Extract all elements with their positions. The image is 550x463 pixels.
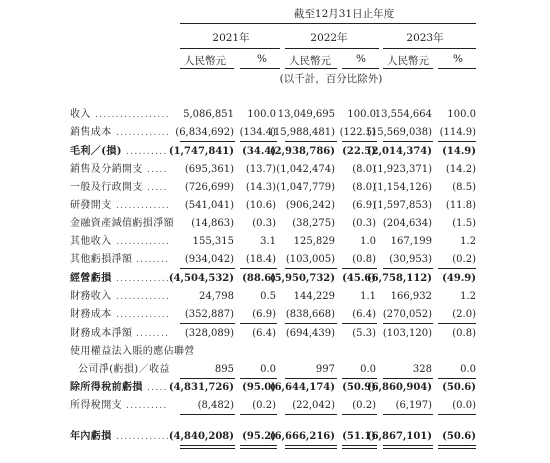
row-value: (2.0) [452, 309, 476, 320]
row-value: (6,867,101) [366, 431, 432, 442]
row-value: (5,950,732) [269, 273, 335, 284]
col-amount-2022: 人民幣元 [289, 55, 331, 67]
underline [383, 323, 433, 324]
row-value: 166,932 [390, 291, 432, 302]
row-value: (1,042,474) [276, 164, 335, 175]
row-value: (4,840,208) [168, 431, 234, 442]
double-underline [342, 445, 377, 449]
row-value: (18.4) [245, 254, 276, 265]
row-value: (95.2) [242, 431, 276, 442]
row-value: (726,699) [184, 182, 234, 193]
table-row [0, 325, 550, 343]
row-value: (0.2) [452, 254, 476, 265]
underline [180, 414, 235, 415]
row-value: (541,041) [184, 200, 234, 211]
row-value: 895 [214, 364, 234, 375]
row-value: (6,197) [395, 400, 432, 411]
table-row [0, 428, 550, 446]
row-value: 328 [412, 364, 432, 375]
row-value: (6,644,174) [269, 382, 335, 393]
leader-dots: ..... [147, 183, 168, 193]
row-label: 銷售成本 [70, 127, 112, 138]
row-value: (4,504,532) [168, 273, 234, 284]
row-value: (134.4) [239, 127, 276, 138]
table-row [0, 361, 550, 379]
leader-dots: .......... [126, 401, 168, 411]
row-value: 0.5 [260, 291, 276, 302]
col-pct-2022: % [356, 53, 366, 65]
year-rule-2023 [383, 48, 476, 49]
row-value: 5,086,851 [183, 109, 234, 120]
row-value: 144,229 [293, 291, 335, 302]
double-underline [240, 445, 277, 449]
underline [383, 141, 433, 142]
underline [342, 323, 377, 324]
row-value: (88.6) [242, 273, 276, 284]
row-value: (30,953) [389, 254, 432, 265]
underline [383, 414, 433, 415]
underline [240, 268, 277, 269]
leader-dots: ........ [136, 255, 170, 265]
row-value: (13.7) [245, 164, 276, 175]
row-label: 年內虧損 [70, 431, 112, 442]
year-rule-2022 [285, 48, 379, 49]
underline [240, 141, 277, 142]
table-row [0, 233, 550, 251]
row-label: 其他虧損淨額 [70, 254, 133, 265]
leader-dots: ............. [116, 310, 171, 320]
row-value: (352,887) [184, 309, 234, 320]
row-value: 1.2 [460, 291, 476, 302]
row-value: (38,275) [292, 218, 335, 229]
year-2022: 2022年 [310, 32, 348, 44]
row-value: (45.6) [342, 273, 376, 284]
row-value: (10.6) [245, 200, 276, 211]
row-value: 155,315 [192, 236, 234, 247]
table-row [0, 215, 550, 233]
row-value: (4,831,726) [168, 382, 234, 393]
row-value: (1,747,841) [168, 146, 234, 157]
row-label: 毛利／(損) [70, 146, 122, 157]
row-value: (0.2) [252, 400, 276, 411]
year-2023: 2023年 [406, 32, 444, 44]
year-2021: 2021年 [212, 32, 250, 44]
row-value: (15,569,038) [366, 127, 432, 138]
table-row [0, 306, 550, 324]
row-value: (0.2) [352, 400, 376, 411]
row-value: (270,052) [382, 309, 432, 320]
leader-dots: ..... [147, 165, 168, 175]
underline [438, 323, 476, 324]
row-value: 167,199 [390, 236, 432, 247]
row-value: (6,834,692) [175, 127, 234, 138]
row-value: 1.0 [360, 236, 376, 247]
table-row [0, 270, 550, 288]
leader-dots: .................. [95, 110, 170, 120]
leader-dots: ............. [116, 274, 171, 284]
row-value: 100.0 [247, 109, 276, 120]
row-value: (103,005) [285, 254, 335, 265]
table-row [0, 288, 550, 306]
row-label: 一般及行政開支 [70, 182, 143, 193]
row-label: 除所得稅前虧損 [70, 382, 143, 393]
row-value: 1.2 [460, 236, 476, 247]
double-underline [438, 445, 476, 449]
leader-dots: ............. [116, 292, 171, 302]
col-pct-2021: % [257, 53, 267, 65]
row-value: 13,049,695 [277, 109, 335, 120]
row-value: (2,938,786) [269, 146, 335, 157]
row-value: (8.0) [352, 182, 376, 193]
table-row [0, 161, 550, 179]
table-row [0, 343, 550, 361]
double-underline [285, 445, 337, 449]
row-value: 1.1 [360, 291, 376, 302]
double-underline [180, 445, 235, 449]
row-label: 公司淨(虧損)／收益 [78, 364, 170, 375]
row-value: (122.5) [339, 127, 376, 138]
underline [180, 141, 235, 142]
unit-note: (以千計，百分比除外) [279, 73, 383, 85]
table-row [0, 124, 550, 142]
row-label: 其他收入 [70, 236, 112, 247]
row-value: (0.3) [252, 218, 276, 229]
underline [240, 323, 277, 324]
row-value: (50.6) [442, 382, 476, 393]
row-value: (14.2) [445, 164, 476, 175]
row-value: (1,154,126) [373, 182, 432, 193]
underline [342, 141, 377, 142]
row-label: 銷售及分銷開支 [70, 164, 143, 175]
row-value: (0.8) [452, 328, 476, 339]
table-row [0, 251, 550, 269]
row-label: 經營虧損 [70, 273, 112, 284]
row-value: (6.9) [252, 309, 276, 320]
row-value: (0.8) [352, 254, 376, 265]
row-value: (22,042) [292, 400, 335, 411]
col-rule-4 [342, 68, 379, 69]
row-label: 金融資產減值虧損淨額 [70, 218, 174, 229]
row-value: (50.6) [442, 431, 476, 442]
row-value: (95.0) [242, 382, 276, 393]
row-value: 24,798 [199, 291, 234, 302]
row-value: (838,668) [285, 309, 335, 320]
col-pct-2023: % [453, 53, 463, 65]
row-value: (6,860,904) [366, 382, 432, 393]
row-value: (14.9) [442, 146, 476, 157]
leader-dots: ..... [147, 383, 168, 393]
row-value: 0.0 [260, 364, 276, 375]
row-value: 13,554,664 [374, 109, 432, 120]
row-value: (204,634) [382, 218, 432, 229]
row-value: (8,482) [197, 400, 234, 411]
row-value: (8.0) [352, 164, 376, 175]
row-label: 使用權益法入賬的應佔聯營 [70, 346, 195, 357]
row-value: (103,120) [382, 328, 432, 339]
underline [438, 414, 476, 415]
row-value: (114.9) [439, 127, 476, 138]
row-label: 所得稅開支 [70, 400, 122, 411]
col-rule-6 [438, 68, 476, 69]
leader-dots: ............. [116, 201, 171, 211]
table-row [0, 179, 550, 197]
underline [438, 141, 476, 142]
row-value: (6,666,216) [269, 431, 335, 442]
row-value: (328,089) [184, 328, 234, 339]
row-value: (1,597,853) [373, 200, 432, 211]
row-value: (906,242) [285, 200, 335, 211]
row-value: (51.1) [342, 431, 376, 442]
row-value: (14.3) [245, 182, 276, 193]
row-label: 研發開支 [70, 200, 112, 211]
row-label: 財務成本淨額 [70, 328, 133, 339]
leader-dots: ............. [116, 128, 171, 138]
col-rule-1 [180, 68, 234, 69]
row-value: (1,047,779) [276, 182, 335, 193]
row-value: (694,439) [285, 328, 335, 339]
underline [180, 323, 235, 324]
row-value: (6,758,112) [366, 273, 432, 284]
table-row [0, 397, 550, 415]
col-amount-2023: 人民幣元 [387, 55, 429, 67]
underline [342, 268, 377, 269]
row-value: (49.9) [442, 273, 476, 284]
row-value: (5.3) [352, 328, 376, 339]
period-title: 截至12月31日止年度 [293, 8, 395, 20]
row-value: (1,923,371) [373, 164, 432, 175]
row-value: (11.8) [445, 200, 476, 211]
table-row [0, 197, 550, 215]
row-value: (934,042) [184, 254, 234, 265]
underline [342, 414, 377, 415]
table-row [0, 379, 550, 397]
row-value: (15,988,481) [269, 127, 335, 138]
col-rule-2 [240, 68, 280, 69]
underline [180, 268, 235, 269]
row-value: 0.0 [360, 364, 376, 375]
row-value: (22.5) [342, 146, 376, 157]
row-label: 財務收入 [70, 291, 112, 302]
underline [438, 268, 476, 269]
row-value: (34.4) [242, 146, 276, 157]
row-value: (50.9) [342, 382, 376, 393]
year-rule-2021 [180, 48, 280, 49]
leader-dots: ............. [116, 237, 171, 247]
row-value: 125,829 [293, 236, 335, 247]
row-value: (6.9) [352, 200, 376, 211]
row-value: (14,863) [191, 218, 234, 229]
table-row [0, 106, 550, 124]
leader-dots: ........ [136, 329, 170, 339]
leader-dots: ............. [116, 432, 171, 442]
double-underline [383, 445, 433, 449]
underline [240, 414, 277, 415]
row-value: (1.5) [452, 218, 476, 229]
row-value: 100.0 [347, 109, 376, 120]
underline [285, 323, 337, 324]
underline [383, 268, 433, 269]
row-value: (0.0) [452, 400, 476, 411]
underline [285, 268, 337, 269]
header-rule-top [180, 23, 476, 24]
leader-dots: .......... [126, 147, 168, 157]
col-amount-2021: 人民幣元 [184, 55, 226, 67]
row-value: 100.0 [447, 109, 476, 120]
col-rule-3 [285, 68, 337, 69]
row-value: (0.3) [352, 218, 376, 229]
row-label: 財務成本 [70, 309, 112, 320]
col-rule-5 [383, 68, 433, 69]
row-label: 收入 [70, 109, 91, 120]
underline [285, 141, 337, 142]
row-value: (6.4) [352, 309, 376, 320]
row-value: (2,014,374) [366, 146, 432, 157]
row-value: 3.1 [260, 236, 276, 247]
row-value: 0.0 [460, 364, 476, 375]
table-row [0, 143, 550, 161]
row-value: (6.4) [252, 328, 276, 339]
row-value: 997 [315, 364, 335, 375]
row-value: (695,361) [184, 164, 234, 175]
underline [285, 414, 337, 415]
row-value: (8.5) [452, 182, 476, 193]
